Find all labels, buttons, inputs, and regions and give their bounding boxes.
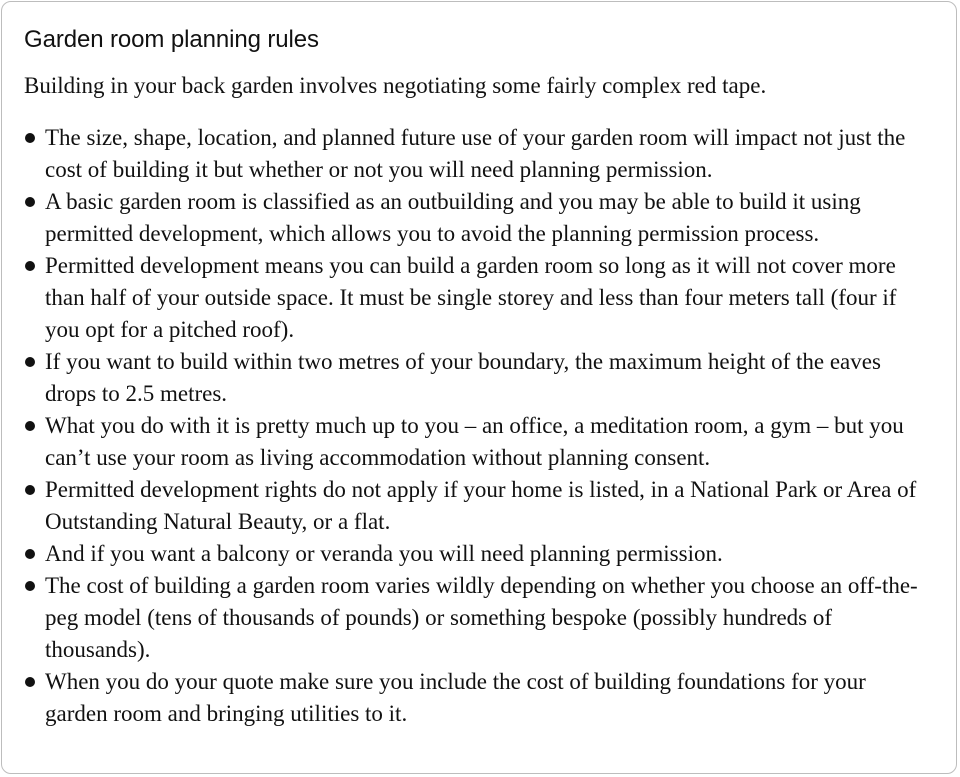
list-item-text: A basic garden room is classified as an outbuilding and you may be able to build it using permitted development, which allows you to avoid the planning permission process.: [45, 189, 861, 246]
card-title: Garden room planning rules: [24, 26, 319, 53]
info-card: [1, 1, 957, 774]
bullet-icon: [25, 261, 35, 271]
list-item: [24, 666, 932, 730]
list-item-text: Permitted development means you can build a garden room so long as it will not cover more than half of your outside space. It must be single storey and less than four meters tall (four if you opt for a pitched roof).: [45, 253, 897, 342]
bullet-icon: [25, 197, 35, 207]
list-item: [24, 250, 932, 346]
bullet-icon: [25, 581, 35, 591]
list-item-text: If you want to build within two metres of your boundary, the maximum height of the eaves drops to 2.5 metres.: [45, 349, 881, 406]
list-item: [24, 538, 932, 570]
list-item-text: And if you want a balcony or veranda you will need planning permission.: [45, 541, 723, 566]
bullet-icon: [25, 421, 35, 431]
list-item-text: When you do your quote make sure you include the cost of building foundations for your garden room and bringing utilities to it.: [45, 669, 866, 726]
list-item-text: What you do with it is pretty much up to you – an office, a meditation room, a gym – but you can’t use your room as living accommodation without planning consent.: [45, 413, 904, 470]
bullet-icon: [25, 485, 35, 495]
bullet-icon: [25, 357, 35, 367]
intro-text: Building in your back garden involves negotiating some fairly complex red tape.: [24, 73, 767, 98]
list-item-text: The size, shape, location, and planned future use of your garden room will impact not just the cost of building it but whether or not you will need planning permission.: [45, 125, 906, 182]
list-item: [24, 122, 932, 186]
list-item-text: The cost of building a garden room varies wildly depending on whether you choose an off-the-peg model (tens of thousands of pounds) or something bespoke (possibly hundreds of thousands).: [45, 573, 918, 662]
bullet-icon: [25, 133, 35, 143]
list-item: [24, 570, 932, 666]
list-item: [24, 186, 932, 250]
list-item-text: Permitted development rights do not apply if your home is listed, in a National Park or Area of Outstanding Natural Beauty, or a flat.: [45, 477, 917, 534]
list-item: [24, 410, 932, 474]
list-item: [24, 346, 932, 410]
list-item: [24, 474, 932, 538]
rules-list: [24, 122, 932, 730]
bullet-icon: [25, 549, 35, 559]
bullet-icon: [25, 677, 35, 687]
